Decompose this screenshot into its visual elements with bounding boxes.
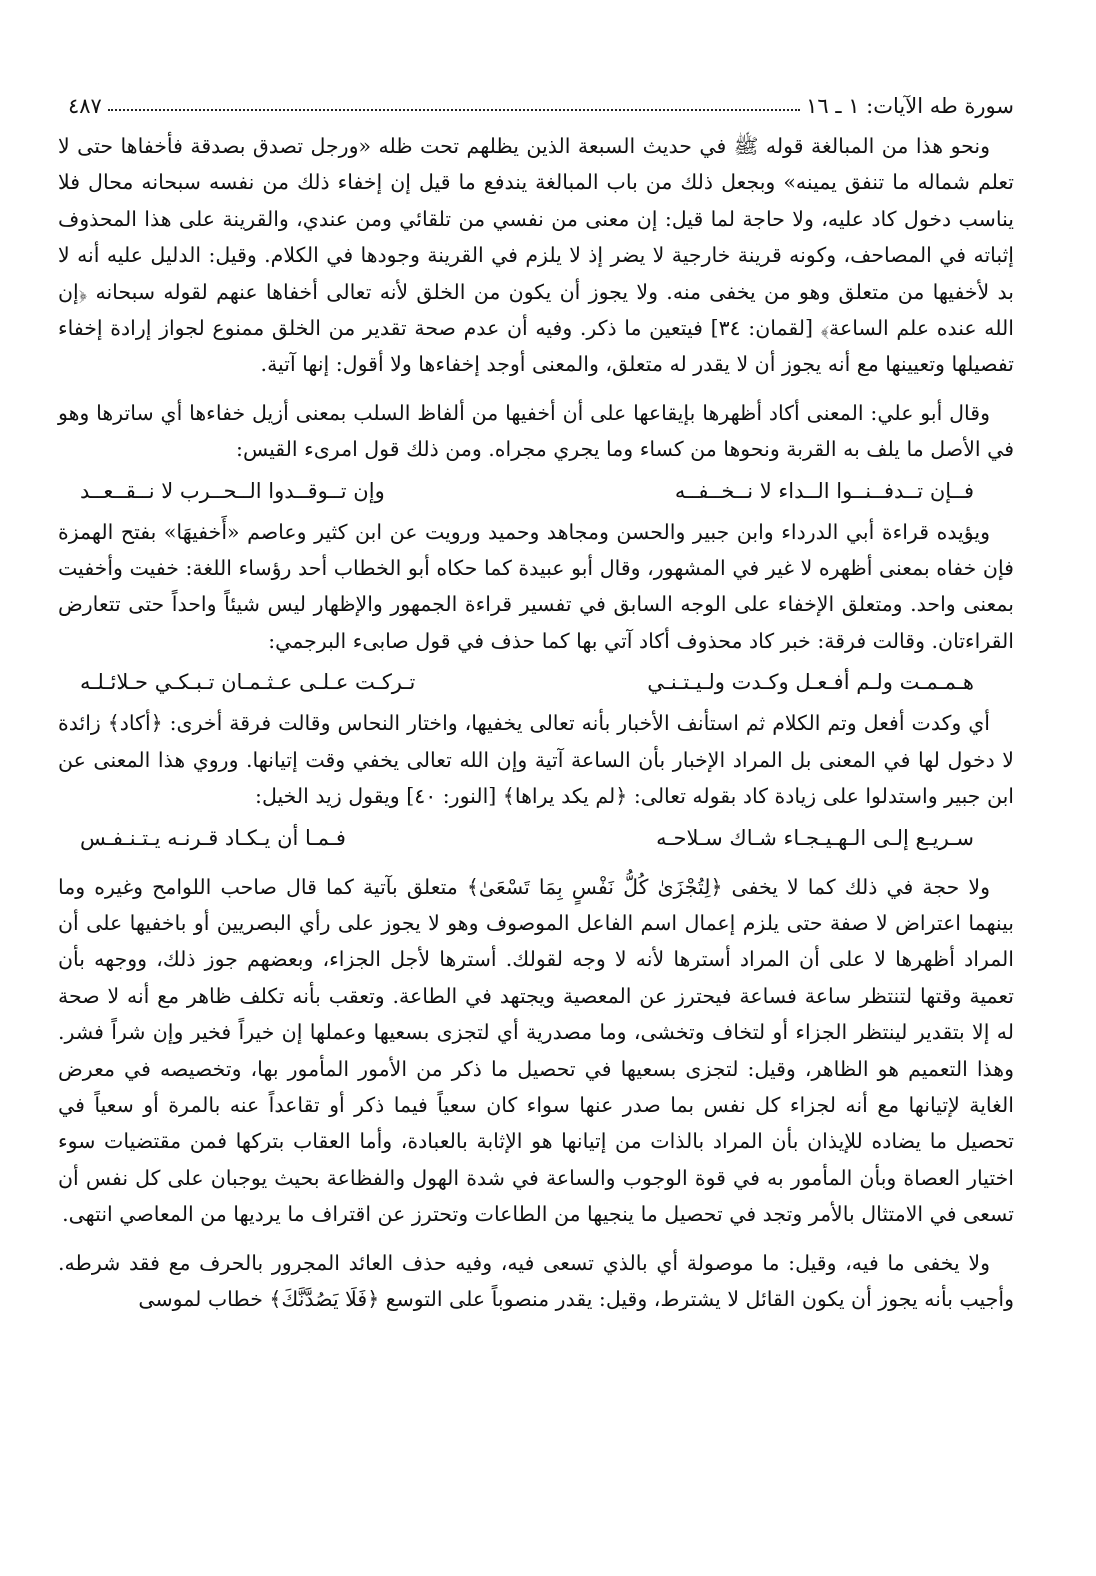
verse-second-hemistich: وإن تــوقــدوا الــحــرب لا نــقــعــد <box>80 478 385 503</box>
page-body <box>58 128 1014 1317</box>
paragraph: ولا يخفى ما فيه، وقيل: ما موصولة أي بالذي تسعى فيه، وفيه حذف العائد المجرور بالحرف مع فقد شرطه. وأجيب بأنه يجوز أن يكون القائل لا يشترط، وقيل: يقدر منصوباً على التوسع ﴿فَلَا يَصُدَّنَّكَ﴾ خطاب لموسى <box>58 1250 1014 1311</box>
running-header <box>68 84 1014 118</box>
verse-first-hemistich: فــإن تــدفــنــوا الــداء لا نــخــفــه <box>674 478 974 503</box>
page-number: ٤٨٧ <box>68 94 102 118</box>
paragraph: ولا حجة في ذلك كما لا يخفى ﴿لِتُجْزَىٰ كُلُّ نَفْسٍ بِمَا تَسْعَىٰ﴾ متعلق بآتية كما قال صاحب اللوامح وغيره وما بينهما اعتراض لا صفة حتى يلزم إعمال اسم الفاعل الموصوف وهو لا يجوز على رأي البصريين أو باخفيها على أن المراد أظهرها لا على أن المراد أسترها لأنه لا وجه لقولك. أسترها لأجل الجزاء، وبعضهم جوز ذلك، ووجهه بأن تعمية وقتها لتنتظر ساعة فساعة فيحترز عن المعصية ويجتهد في الطاعة. وتعقب بأنه تكلف ظاهر مع أنه لا صحة له إلا بتقدير لينتظر الجزاء أو لتخاف وتخشى، وما مصدرية أي لتجزى بسعيها وعملها إن خيراً فخير وإن شراً فشر. وهذا التعميم هو الظاهر، وقيل: لتجزى بسعيها في تحصيل ما ذكر من الأمور المأمور بها، وتخصيصه في معرض الغاية لإتيانها مع أنه لجزاء كل نفس بما صدر عنها سواء كان سعياً فيما ذكر أو تقاعداً عنه بالمرة أو سعياً في تحصيل ما يضاده للإيذان بأن المراد بالذات من إتيانها هو الإثابة بالعبادة، وأما العقاب بتركها فمن مقتضيات سوء اختيار العصاة وبأن المأمور به في قوة الوجوب والساعة في شدة الهول والفظاعة بحيث يوجبان على كل نفس أن تسعى في الامتثال بالأمر وتجد في تحصيل ما ينجيها من الطاعات وتحترز عن اقتراف ما يرديها من المعاصي انتهى. <box>58 874 1014 1227</box>
verse-first-hemistich: سـريـع إلـى الـهـيـجـاء شـاك سـلاحـه <box>656 825 974 850</box>
verse-second-hemistich: فـمـا أن يـكـاد قـرنـه يـتـنـفـس <box>80 825 346 850</box>
leader-dots <box>108 109 800 111</box>
paragraph: أي وكدت أفعل وتم الكلام ثم استأنف الأخبار بأنه تعالى يخفيها، واختار النحاس وقالت فرقة أخرى: ﴿أكاد﴾ زائدة لا دخول لها في المعنى بل المراد الإخبار بأن الساعة آتية وإن الله تعالى يخفي وقت إتيانها. وروي هذا المعنى عن ابن جبير واستدلوا على زيادة كاد بقوله تعالى: ﴿لم يكد يراها﴾ [النور: ٤٠] ويقول زيد الخيل: <box>58 711 1014 809</box>
paragraph: ونحو هذا من المبالغة قوله ﷺ في حديث السبعة الذين يظلهم تحت ظله «ورجل تصدق بصدقة فأخفاها حتى لا تعلم شماله ما تنفق يمينه» وبجعل ذلك من باب المبالغة يندفع ما قيل إن إخفاء ذلك من نفسه سبحانه محال فلا يناسب دخول كاد عليه، ولا حاجة لما قيل: إن معنى من نفسي من تلقائي ومن عندي، والقرينة على هذا المحذوف إثباته في المصاحف، وكونه قرينة خارجية لا يضر إذ لا يلزم في القرينة وجودها في الكلام. وقيل: الدليل عليه أنه لا بد لأخفيها من متعلق وهو من يخفى منه. ولا يجوز أن يكون من الخلق لأنه تعالى أخفاها عنهم لقوله سبحانه ﴿إن الله عنده علم الساعة﴾ [لقمان: ٣٤] فيتعين ما ذكر. وفيه أن عدم صحة تقدير من الخلق ممنوع لجواز إرادة إخفاء تفصيلها وتعيينها مع أنه يجوز أن لا يقدر له متعلق، والمعنى أوجد إخفاءها ولا أقول: إنها آتية. <box>58 134 1015 377</box>
paragraph: ويؤيده قراءة أبي الدرداء وابن جبير والحسن ومجاهد وحميد ورويت عن ابن كثير وعاصم «أَخفيهَا» بفتح الهمزة فإن خفاه بمعنى أظهره لا غير في المشهور، وقال أبو عبيدة كما حكاه أبو الخطاب أحد رؤساء اللغة: خفيت وأخفيت بمعنى واحد. ومتعلق الإخفاء على الوجه السابق في تفسير قراءة الجمهور والإظهار ليس شيئاً واحداً حتى تتعارض القراءتان. وقالت فرقة: خبر كاد محذوف أكاد آتي بها كما حذف في قول صابىء البرجمي: <box>58 519 1014 653</box>
poetry-verse <box>58 472 1014 510</box>
verse-second-hemistich: تـركـت عـلـى عـثـمـان تـبـكـي حـلائـلـه <box>80 670 416 695</box>
poetry-verse <box>58 819 1014 857</box>
paragraph: وقال أبو علي: المعنى أكاد أظهرها بإيقاعها على أن أخفيها من ألفاظ السلب بمعنى أزيل خفاءها أي ساترها وهو في الأصل ما يلف به القربة ونحوها من كساء وما يجري مجراه. ومن ذلك قول امرىء القيس: <box>58 400 1014 462</box>
poetry-verse <box>58 663 1014 701</box>
chapter-title: سورة طه الآيات: ١ ـ ١٦ <box>806 94 1014 118</box>
verse-first-hemistich: هـمـمـت ولـم أفـعـل وكـدت ولـيـتـنـي <box>647 670 974 695</box>
